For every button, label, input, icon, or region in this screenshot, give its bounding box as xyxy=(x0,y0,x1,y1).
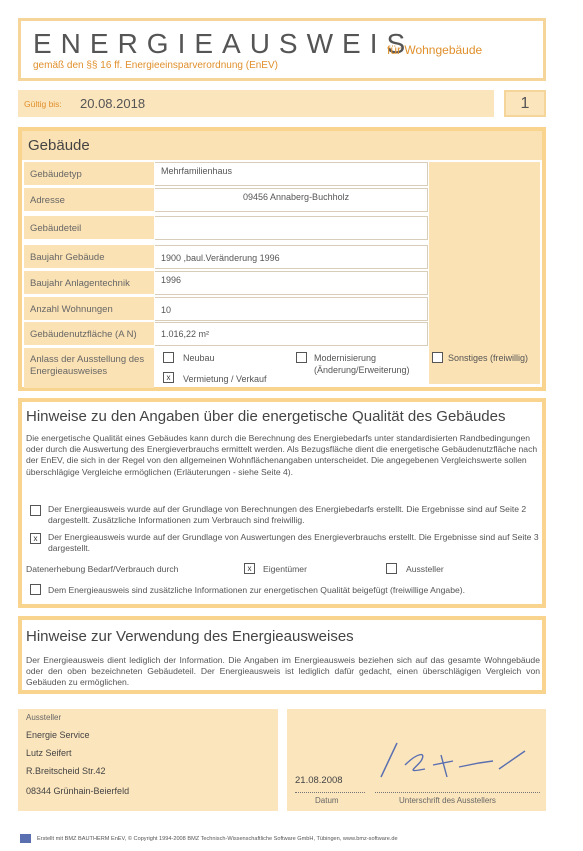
software-logo-icon xyxy=(20,834,31,843)
building-titlebar xyxy=(22,131,542,160)
checkbox-eigentuemer[interactable]: x xyxy=(244,563,255,574)
row-key: Adresse xyxy=(24,188,154,212)
row-key: Gebäudeteil xyxy=(24,216,154,240)
date-caption: Datum xyxy=(315,796,339,805)
row-baujahr-gebaeude xyxy=(24,245,428,269)
row-value: 1996 xyxy=(155,271,428,295)
verwendung-section xyxy=(18,616,546,694)
label-sonstiges: Sonstiges (freiwillig) xyxy=(448,353,529,363)
row-gebaeudeteil xyxy=(24,216,428,240)
document-subtitle: für Wohngebäude xyxy=(387,43,483,57)
checkbox-verbrauch[interactable]: x xyxy=(30,533,41,544)
checkbox-aussteller[interactable] xyxy=(386,563,397,574)
building-title: Gebäude xyxy=(28,137,90,154)
signature-line xyxy=(375,792,540,793)
label-verbrauch: Der Energieausweis wurde auf der Grundlage von Auswertungen des Energieverbrauchs erstellt. Die Ergebnisse sind auf Seite 3 dargestellt. xyxy=(48,532,539,554)
issuer-line: 08344 Grünhain-Beierfeld xyxy=(26,786,130,796)
hinweise-intro: Die energetische Qualität eines Gebäudes kann durch die Berechnung des Energiebedarfs unter standardisierten Randbedingungen oder durch die Auswertung des Energieverbrauchs ermittelt werden. Als Bezugsfläche dient die energetische Gebäudenutzfläche nach der EnEV, die sich in der Regel von den allgemeinen Wohnflächenangaben unterscheidet. Die angegebenen Vergleichswerte sollen überschlägige Vergleiche ermöglichen (Erläuterungen - siehe Seite 4). xyxy=(26,433,538,477)
row-value: 09456 Annaberg-Buchholz xyxy=(155,188,428,212)
row-anzahl-wohnungen xyxy=(24,297,428,321)
signature-caption: Unterschrift des Ausstellers xyxy=(399,796,496,805)
hinweise-title: Hinweise zu den Angaben über die energetische Qualität des Gebäudes xyxy=(26,408,506,425)
issuer-box xyxy=(18,709,278,811)
row-key: Anzahl Wohnungen xyxy=(24,297,154,321)
label-modernisierung: Modernisierung (Änderung/Erweiterung) xyxy=(314,353,410,375)
issuer-line: Lutz Seifert xyxy=(26,748,72,758)
law-reference: gemäß den §§ 16 ff. Energieeinsparverordnung (EnEV) xyxy=(33,60,278,71)
checkbox-vermietung[interactable]: x xyxy=(163,372,174,383)
footer xyxy=(20,834,398,843)
document-title: ENERGIEAUSWEIS xyxy=(33,28,415,59)
date-line xyxy=(295,792,365,793)
row-gebaeudenutzflaeche xyxy=(24,322,428,346)
checkbox-sonstiges[interactable] xyxy=(432,352,443,363)
anlass-row xyxy=(24,348,540,388)
page-number: 1 xyxy=(504,90,546,117)
label-aussteller: Aussteller xyxy=(406,564,444,574)
row-baujahr-anlagentechnik xyxy=(24,271,428,295)
validity-label: Gültig bis: xyxy=(24,99,62,109)
verwendung-text: Der Energieausweis dient lediglich der Information. Die Angaben im Energieausweis beziehen sich auf das gesamte Wohngebäude oder den oben bezeichneten Gebäudeteil. Der Energieausweis ist lediglich dafür gedacht, einen überschlägigen Vergleich von Gebäuden zu ermöglichen. xyxy=(26,655,540,688)
validity-bar xyxy=(18,90,494,117)
signature-box xyxy=(287,709,546,811)
row-adresse xyxy=(24,188,428,212)
row-key: Gebäudenutzfläche (A N) xyxy=(24,322,154,346)
issuer-label: Aussteller xyxy=(26,713,62,722)
checkbox-modernisierung[interactable] xyxy=(296,352,307,363)
label-neubau: Neubau xyxy=(183,353,215,363)
label-eigentuemer: Eigentümer xyxy=(263,564,307,574)
row-value xyxy=(155,216,428,240)
label-vermietung: Vermietung / Verkauf xyxy=(183,374,267,384)
anlass-label: Anlass der Ausstellung des Energieausweises xyxy=(24,348,154,388)
checkbox-bedarf[interactable] xyxy=(30,505,41,516)
row-value: 1.016,22 m² xyxy=(155,322,428,346)
row-value: 1900 ,baul.Veränderung 1996 xyxy=(155,245,428,269)
hinweise-section xyxy=(18,398,546,608)
row-key: Baujahr Gebäude xyxy=(24,245,154,269)
verwendung-title: Hinweise zur Verwendung des Energieausweises xyxy=(26,628,354,645)
datenerhebung-label: Datenerhebung Bedarf/Verbrauch durch xyxy=(26,564,179,574)
header xyxy=(18,18,546,81)
row-value: 10 xyxy=(155,297,428,321)
checkbox-neubau[interactable] xyxy=(163,352,174,363)
issuer-line: Energie Service xyxy=(26,730,90,740)
label-bedarf: Der Energieausweis wurde auf der Grundlage von Berechnungen des Energiebedarfs erstellt. Die Ergebnisse sind auf Seite 2 dargestellt. Zusätzliche Informationen zum Verbrauch sind freiwillig. xyxy=(48,504,527,526)
validity-date: 20.08.2018 xyxy=(80,96,146,111)
row-key: Baujahr Anlagentechnik xyxy=(24,271,154,295)
label-zusatzinfo: Dem Energieausweis sind zusätzliche Informationen zur energetischen Qualität beigefügt (freiwillige Angabe). xyxy=(48,585,466,595)
handwritten-signature xyxy=(375,735,540,785)
row-value: Mehrfamilienhaus xyxy=(155,162,428,186)
building-section xyxy=(18,127,546,391)
row-gebaeudetyp xyxy=(24,162,428,186)
issuer-line: R.Breitscheid Str.42 xyxy=(26,766,106,776)
footer-text: Erstellt mit BMZ BAUTHERM EnEV, © Copyright 1994-2008 BMZ Technisch-Wissenschaftliche Software GmbH, Tübingen, www.bmz-software.de xyxy=(37,835,398,842)
row-key: Gebäudetyp xyxy=(24,162,154,186)
signature-date: 21.08.2008 xyxy=(295,775,343,786)
checkbox-zusatzinfo[interactable] xyxy=(30,584,41,595)
